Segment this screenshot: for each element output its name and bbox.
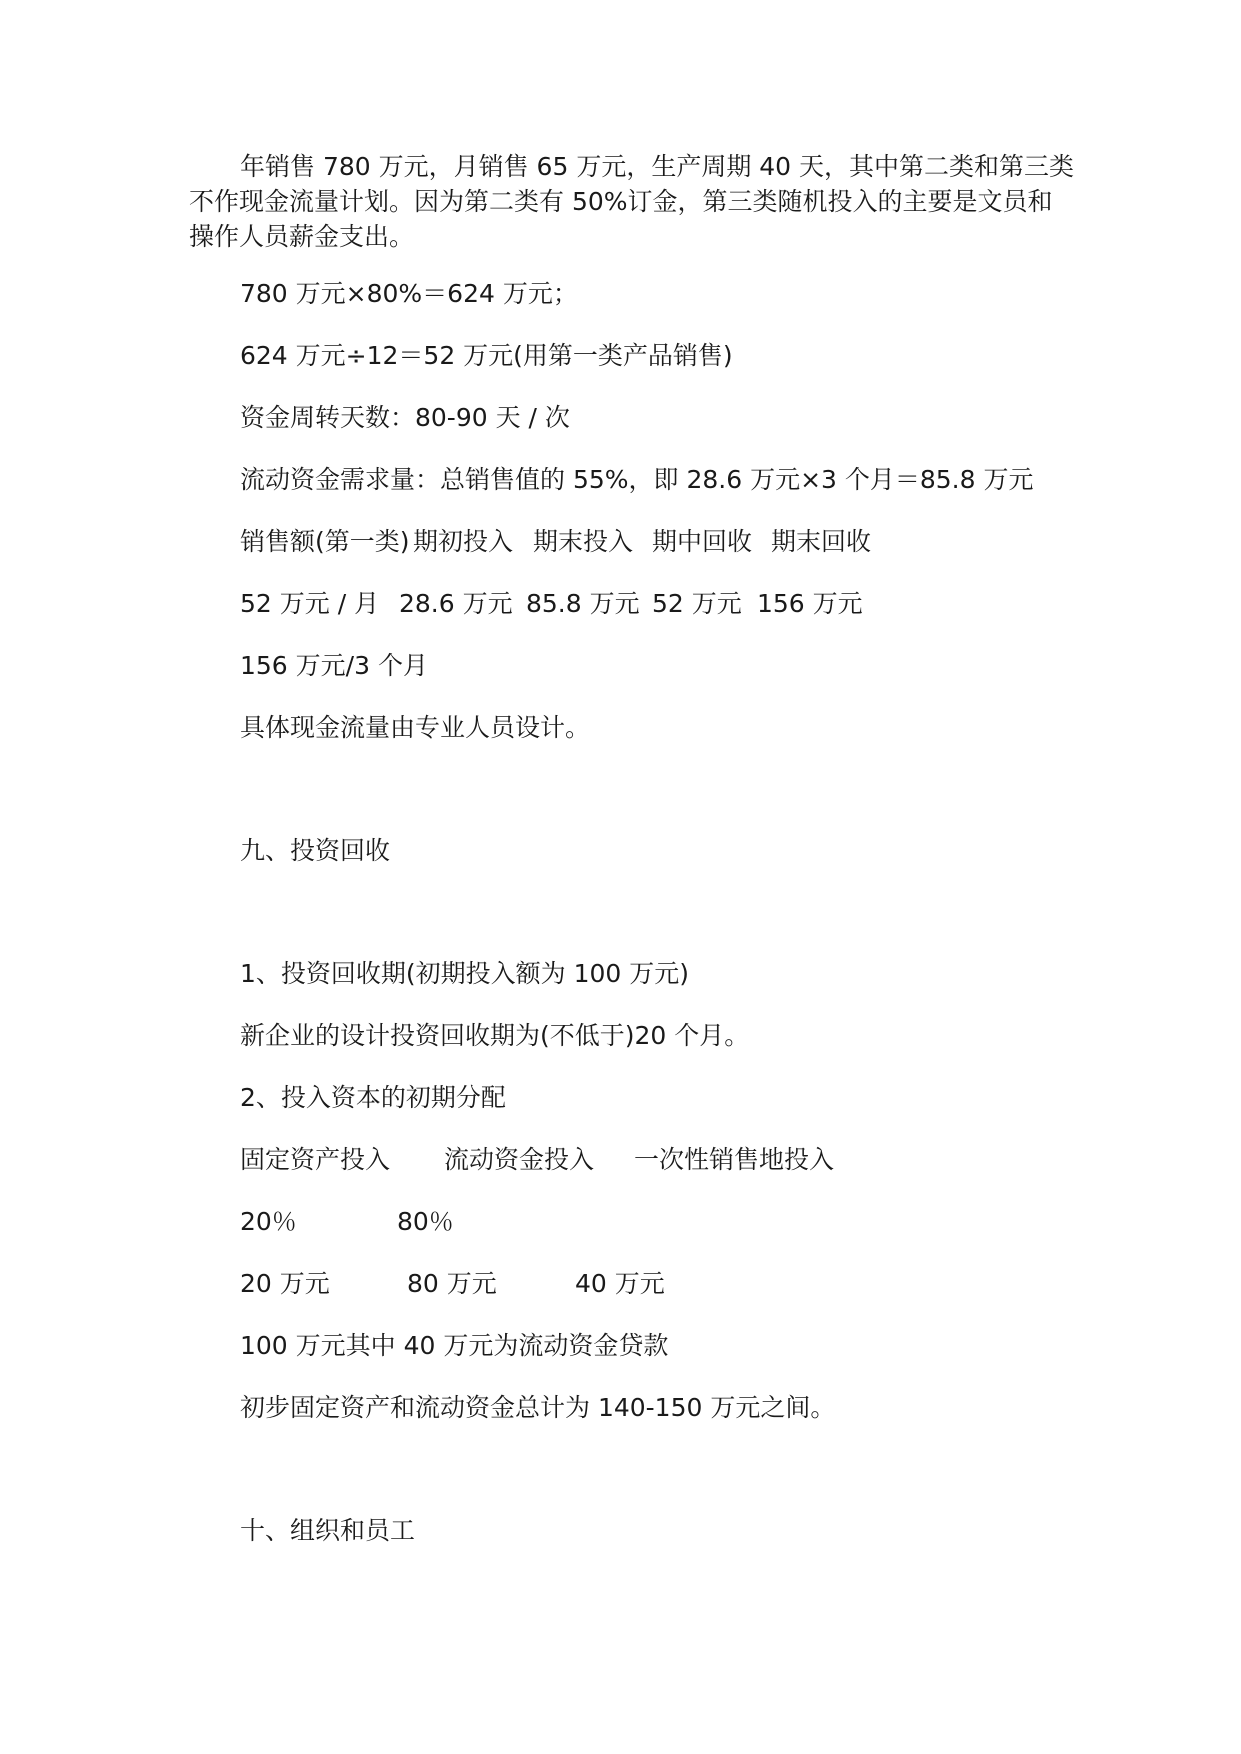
cash-value-final-input: 85.8 万元 <box>526 589 640 618</box>
intro-line-2: 不作现金流量计划。因为第二类有 50%订金，第三类随机投入的主要是文员和 <box>189 187 1053 216</box>
allocation-header-working: 流动资金投入 <box>444 1145 595 1174</box>
total-capital-note: 初步固定资产和流动资金总计为 140-150 万元之间。 <box>240 1393 836 1422</box>
cash-flow-design-note: 具体现金流量由专业人员设计。 <box>240 713 591 742</box>
allocation-amount-working: 80 万元 <box>407 1269 497 1298</box>
payback-period-text: 新企业的设计投资回收期为(不低于)20 个月。 <box>240 1021 750 1050</box>
allocation-header-sales: 一次性销售地投入 <box>634 1145 835 1174</box>
capital-allocation-item: 2、投入资本的初期分配 <box>240 1083 506 1112</box>
cash-header-mid-recovery: 期中回收 <box>652 527 753 556</box>
section-10-heading: 十、组织和员工 <box>240 1516 416 1545</box>
section-9-heading: 九、投资回收 <box>240 836 391 865</box>
allocation-amount-sales: 40 万元 <box>575 1269 665 1298</box>
allocation-header-fixed: 固定资产投入 <box>240 1145 391 1174</box>
cash-value-mid-recovery: 52 万元 <box>652 589 742 618</box>
cash-header-sales: 销售额(第一类) <box>240 527 410 556</box>
allocation-amount-fixed: 20 万元 <box>240 1269 330 1298</box>
cash-header-final-input: 期末投入 <box>533 527 634 556</box>
intro-line-1: 年销售 780 万元，月销售 65 万元，生产周期 40 天，其中第二类和第三类 <box>240 152 1075 181</box>
loan-note: 100 万元其中 40 万元为流动资金贷款 <box>240 1331 669 1360</box>
working-capital-demand: 流动资金需求量：总销售值的 55%，即 28.6 万元×3 个月＝85.8 万元 <box>240 465 1034 494</box>
cash-value-sales: 52 万元 / 月 <box>240 589 380 618</box>
formula-1: 780 万元×80%＝624 万元； <box>240 279 578 308</box>
cash-header-final-recovery: 期末回收 <box>771 527 872 556</box>
payback-period-item: 1、投资回收期(初期投入额为 100 万元) <box>240 959 690 988</box>
cash-value-initial: 28.6 万元 <box>399 589 513 618</box>
intro-line-3: 操作人员薪金支出。 <box>189 222 415 251</box>
allocation-percent-working: 80％ <box>397 1207 454 1236</box>
cash-value-final-recovery: 156 万元 <box>757 589 863 618</box>
turnover-days: 资金周转天数：80-90 天 / 次 <box>240 403 570 432</box>
allocation-percent-fixed: 20％ <box>240 1207 297 1236</box>
quarter-recovery: 156 万元/3 个月 <box>240 651 428 680</box>
cash-header-initial: 期初投入 <box>413 527 514 556</box>
formula-2: 624 万元÷12＝52 万元(用第一类产品销售) <box>240 341 733 370</box>
